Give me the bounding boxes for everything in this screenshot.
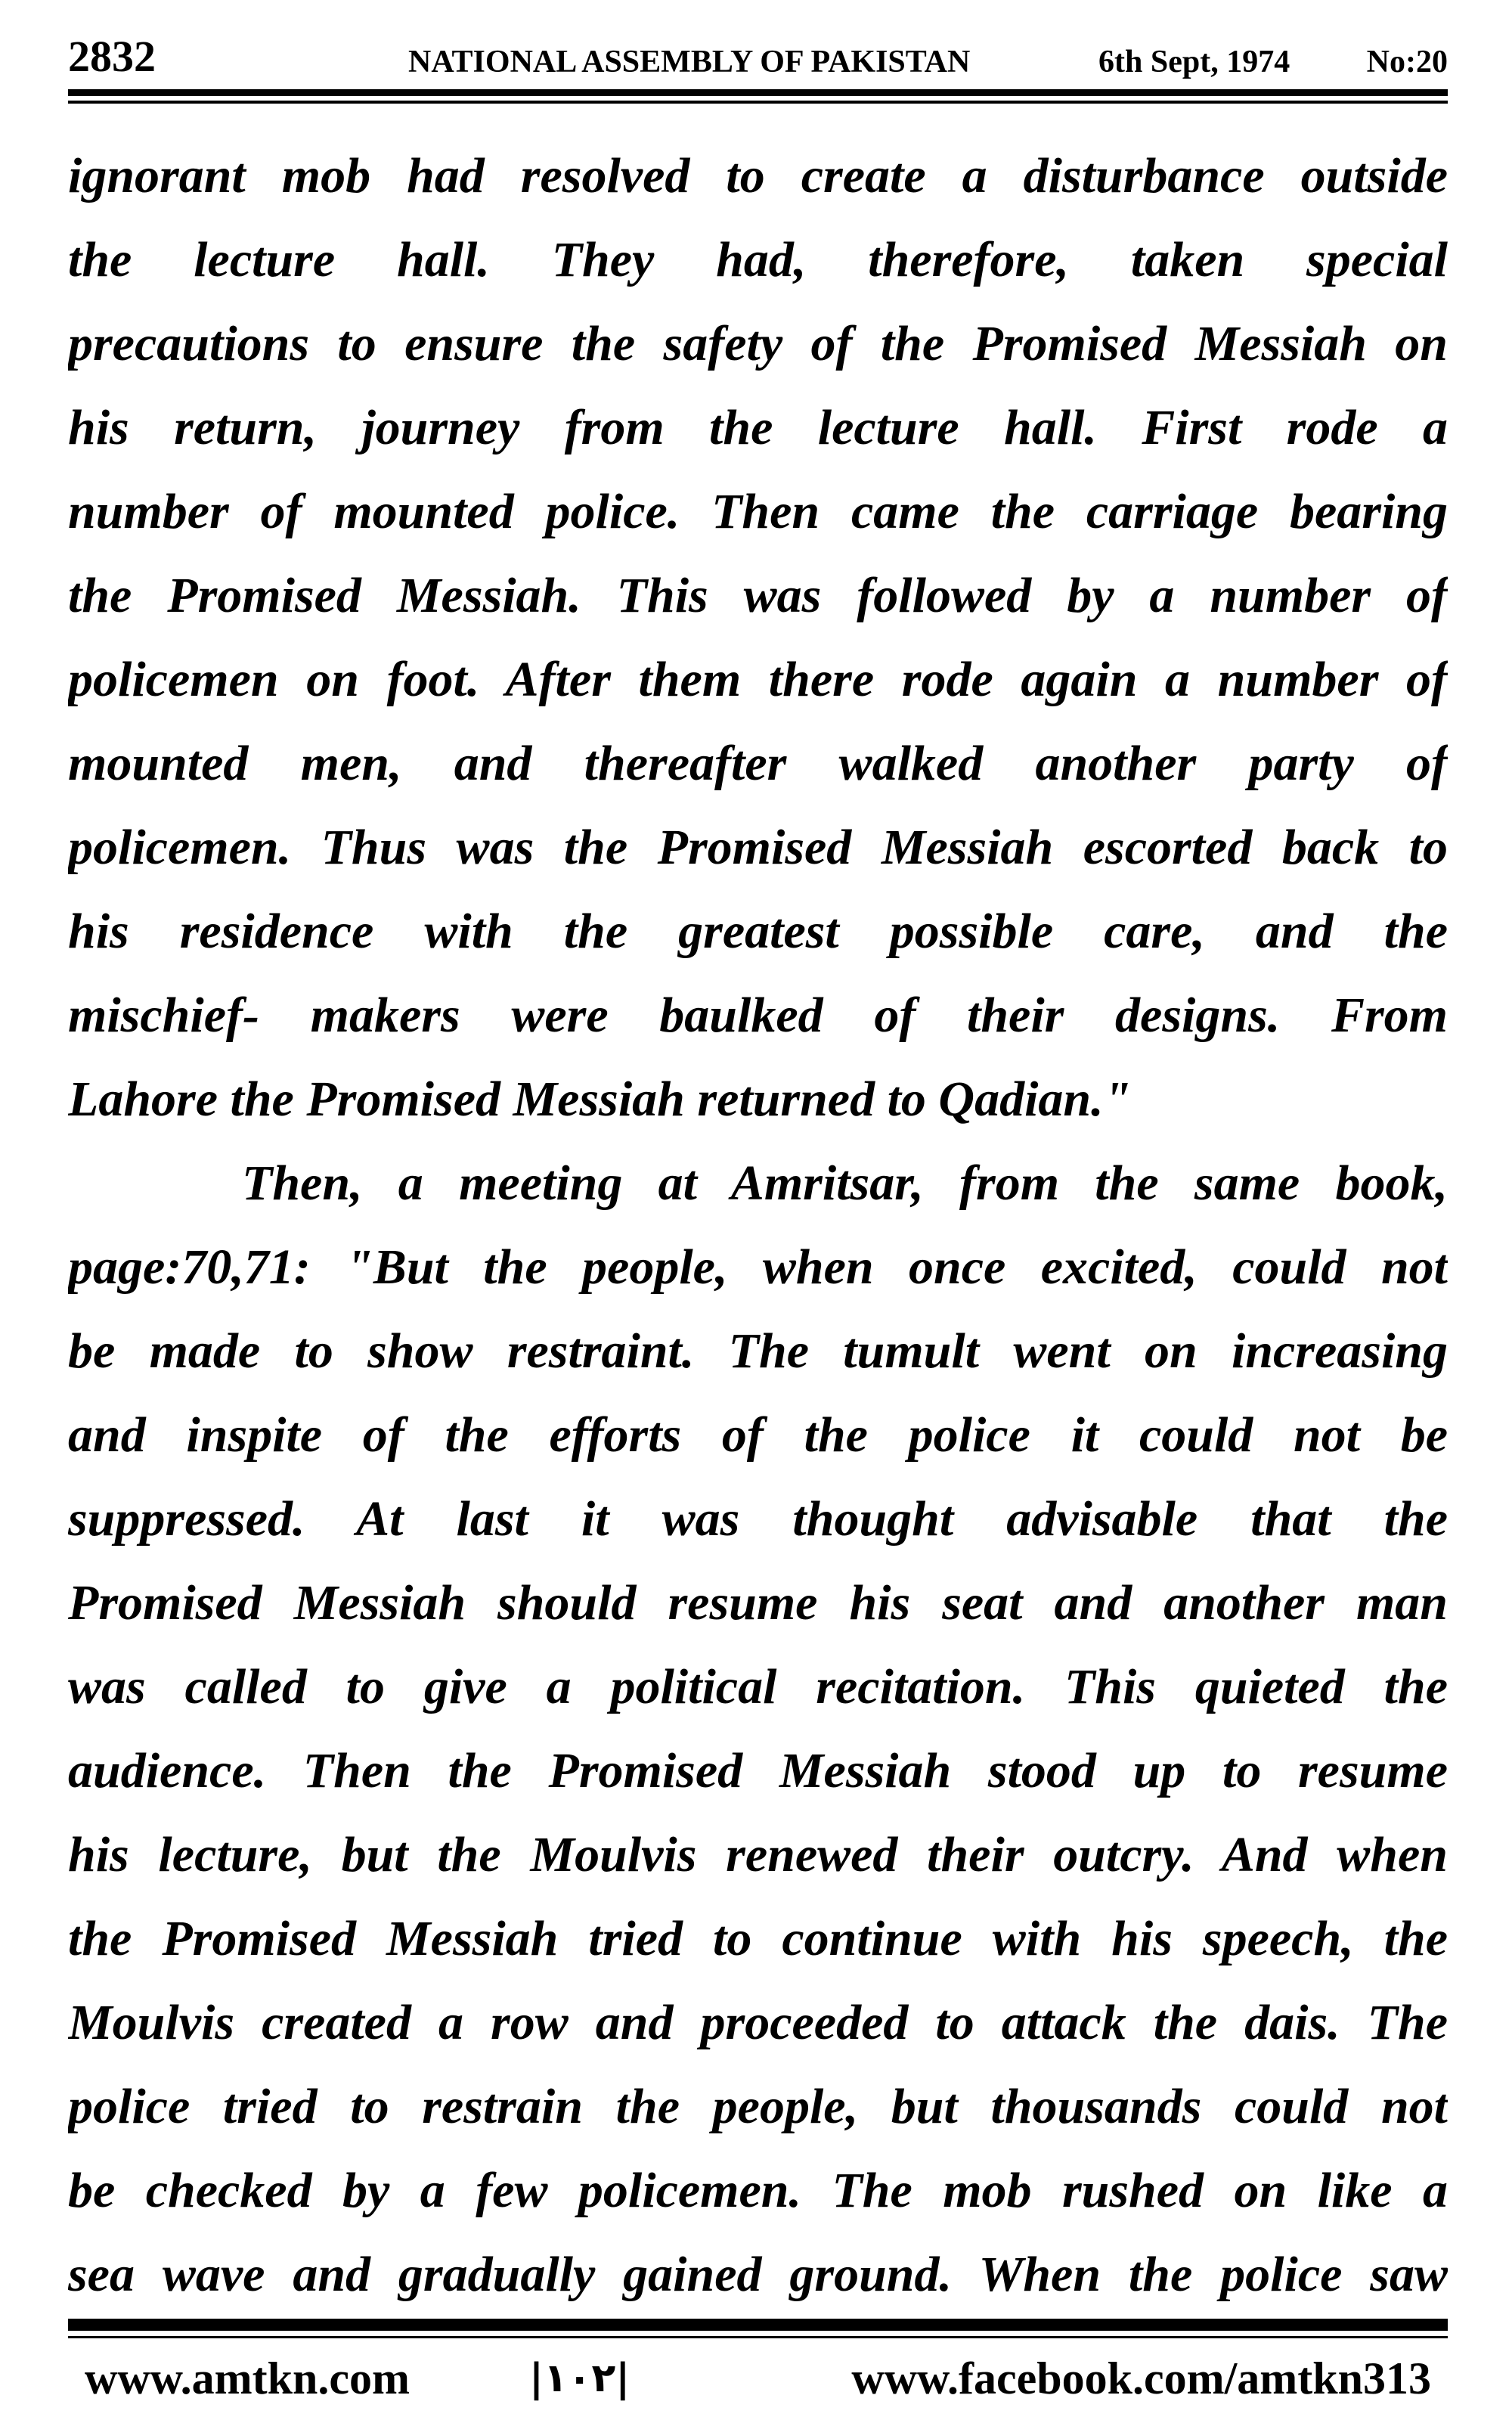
text-line: his return, journey from the lecture hall. First rode a xyxy=(68,400,1448,455)
header-issue-number: No:20 xyxy=(1366,45,1448,79)
text-line: the Promised Messiah. This was followed by a number of xyxy=(68,568,1448,623)
text-line: the Promised Messiah tried to continue with his speech, the xyxy=(68,1911,1448,1966)
header-title: NATIONAL ASSEMBLY OF PAKISTAN xyxy=(408,45,971,79)
text-line: police tried to restrain the people, but thousands could not xyxy=(68,2079,1448,2134)
text-line: Moulvis created a row and proceeded to attack the dais. The xyxy=(68,1995,1448,2050)
text-line: the lecture hall. They had, therefore, taken special xyxy=(68,232,1448,287)
text-line: Promised Messiah should resume his seat and another man xyxy=(68,1575,1448,1630)
page-footer xyxy=(68,2344,1448,2412)
text-line: his lecture, but the Moulvis renewed their outcry. And when xyxy=(68,1827,1448,1882)
page-number: 2832 xyxy=(68,32,156,81)
text-line: be made to show restraint. The tumult went on increasing xyxy=(68,1323,1448,1379)
text-line: mounted men, and thereafter walked another party of xyxy=(68,736,1448,791)
footer-rule-thick xyxy=(68,2319,1448,2331)
text-line: be checked by a few policemen. The mob rushed on like a xyxy=(68,2163,1448,2218)
text-line: precautions to ensure the safety of the Promised Messiah on xyxy=(68,316,1448,371)
website-link[interactable]: www.amtkn.com xyxy=(85,2353,410,2403)
header-date: 6th Sept, 1974 xyxy=(1098,45,1290,79)
text-line: policemen on foot. After them there rode again a number of xyxy=(68,652,1448,707)
text-line: sea wave and gradually gained ground. When the police saw xyxy=(68,2247,1448,2302)
text-line: ignorant mob had resolved to create a disturbance outside xyxy=(68,148,1448,203)
header-rule-thin xyxy=(68,101,1448,104)
text-line: policemen. Thus was the Promised Messiah escorted back to xyxy=(68,820,1448,875)
page-header xyxy=(68,30,1448,83)
footer-rule-thin xyxy=(68,2336,1448,2338)
footer-page-number: |۱۰۲| xyxy=(529,2356,631,2401)
text-line: and inspite of the efforts of the police it could not be xyxy=(68,1407,1448,1463)
text-line: page:70,71: "But the people, when once excited, could not xyxy=(68,1239,1448,1295)
header-rule-thick xyxy=(68,89,1448,96)
text-line: suppressed. At last it was thought advisable that the xyxy=(68,1491,1448,1547)
facebook-link[interactable]: www.facebook.com/amtkn313 xyxy=(851,2353,1431,2403)
text-line: mischief- makers were baulked of their designs. From xyxy=(68,988,1448,1043)
text-line: Then, a meeting at Amritsar, from the same book, xyxy=(242,1156,1448,1211)
body-text xyxy=(68,134,1448,2316)
text-line: Lahore the Promised Messiah returned to Qadian." xyxy=(68,1072,1132,1127)
text-line: his residence with the greatest possible care, and the xyxy=(68,904,1448,959)
text-line: audience. Then the Promised Messiah stood up to resume xyxy=(68,1743,1448,1798)
text-line: was called to give a political recitation. This quieted the xyxy=(68,1659,1448,1714)
text-line: number of mounted police. Then came the carriage bearing xyxy=(68,484,1448,539)
